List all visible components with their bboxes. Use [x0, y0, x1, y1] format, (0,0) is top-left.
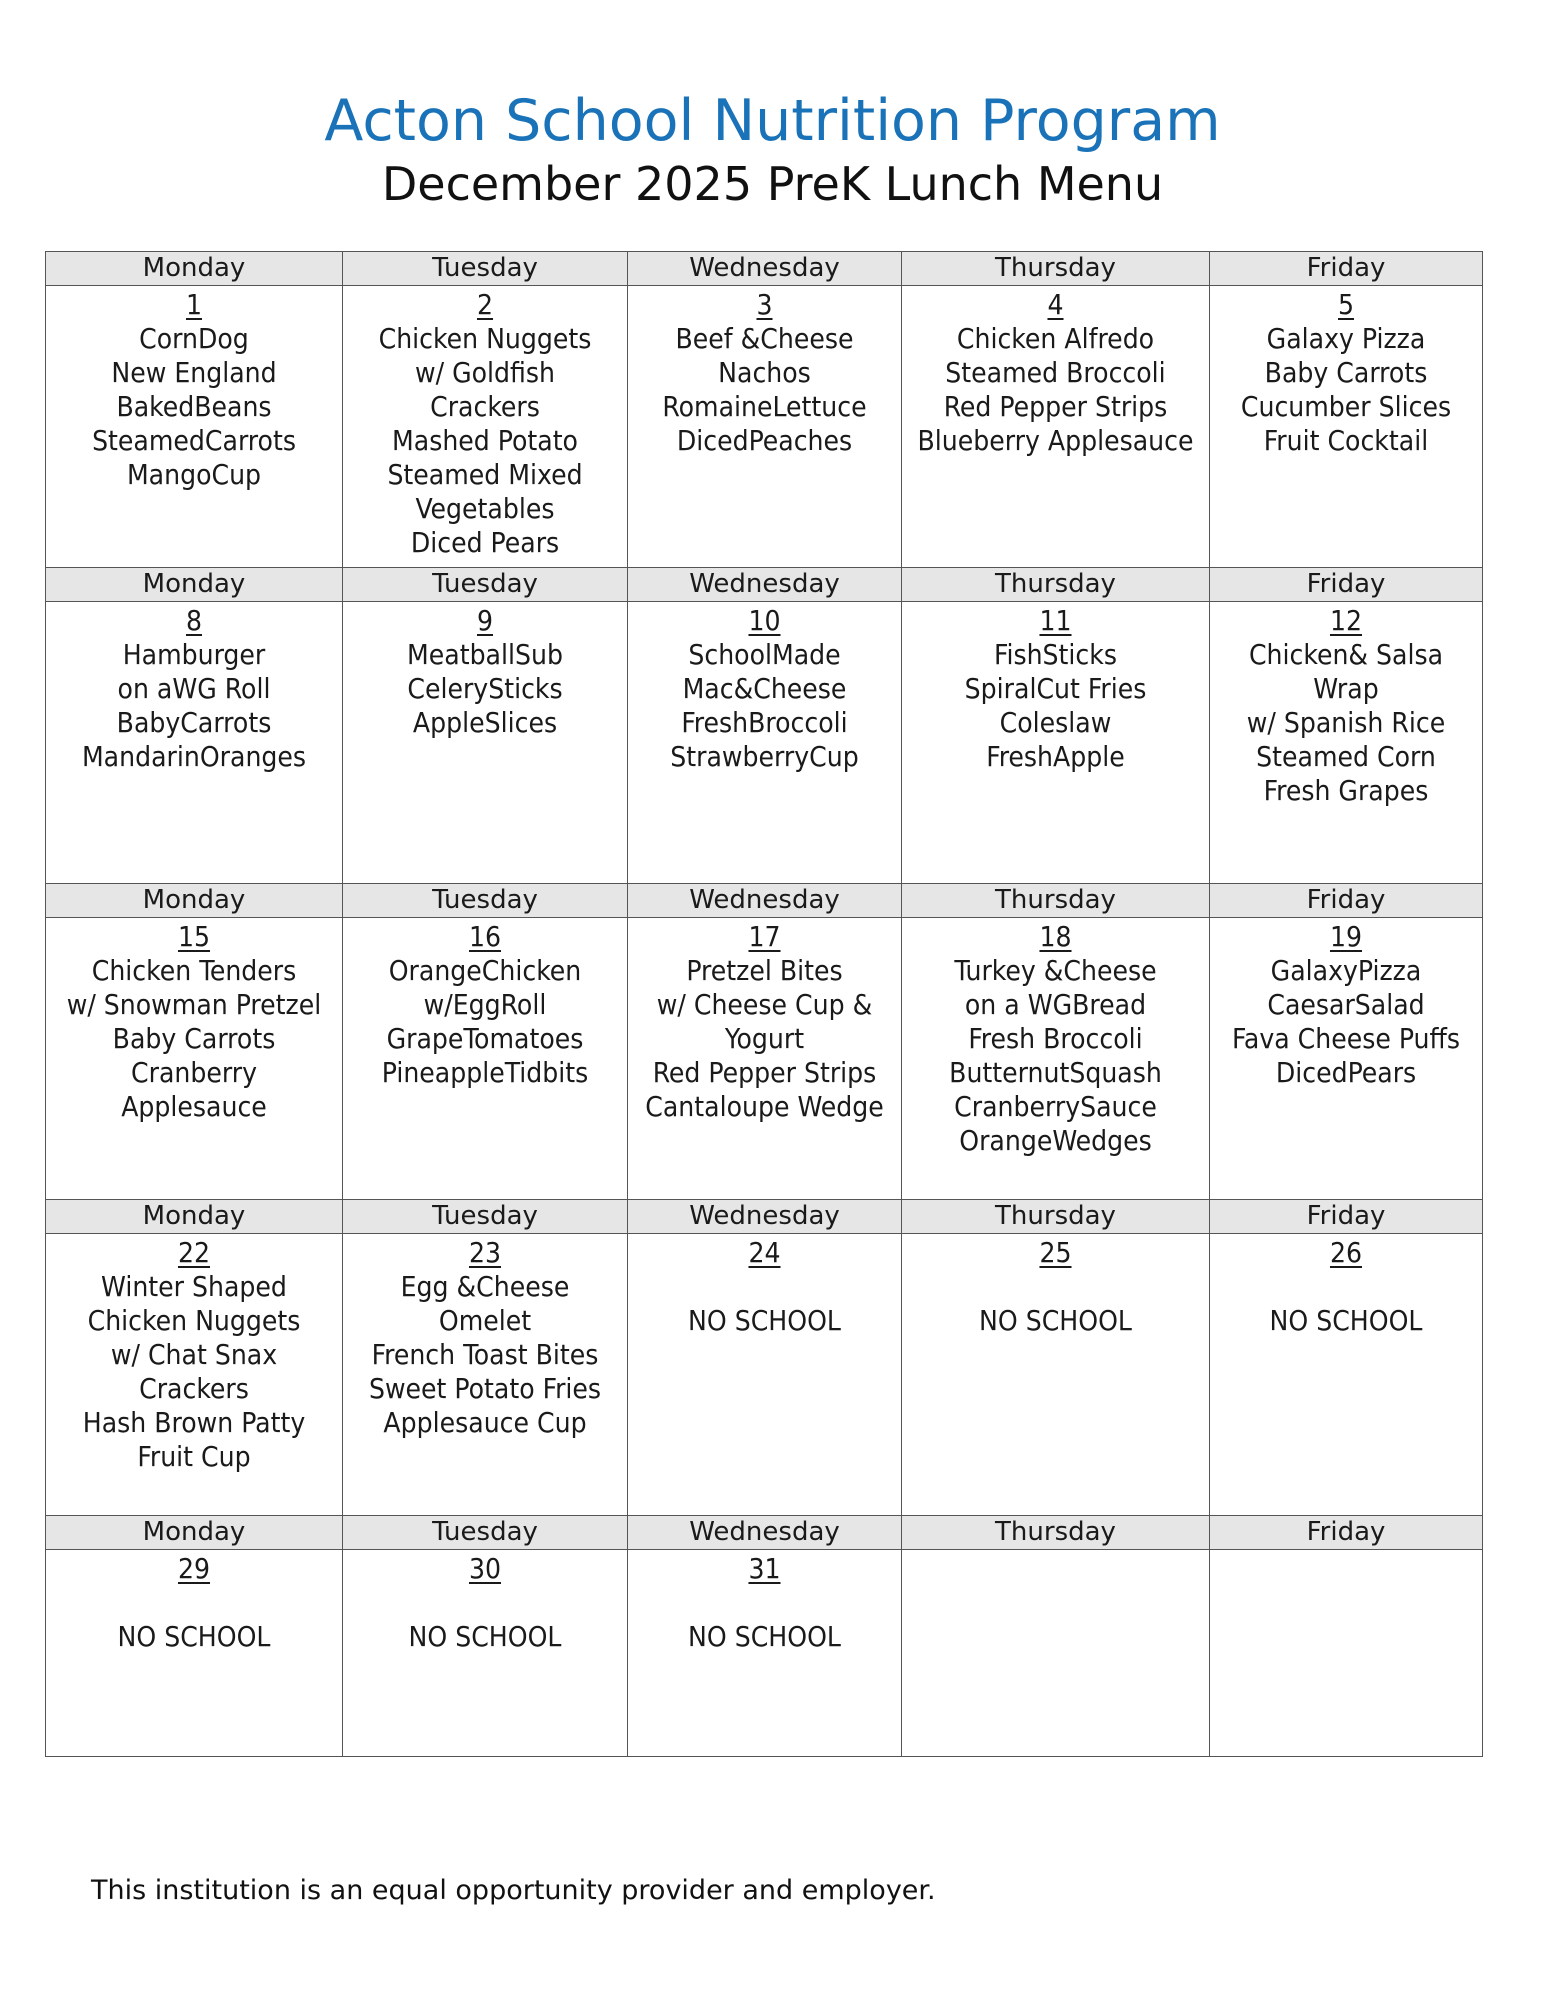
menu-item: Winter Shaped — [101, 1270, 287, 1303]
menu-item: French Toast Bites — [371, 1338, 599, 1371]
menu-item: Crackers — [139, 1372, 249, 1405]
menu-item: Vegetables — [415, 492, 555, 525]
day-number: 19 — [1329, 920, 1363, 953]
day-cell — [902, 286, 1210, 568]
day-number: 18 — [1039, 920, 1072, 953]
menu-item: Cranberry — [131, 1056, 257, 1089]
menu-item: Chicken Nuggets — [378, 322, 592, 355]
day-cell — [1210, 918, 1483, 1200]
menu-item: w/ Cheese Cup & — [656, 988, 873, 1021]
day-number: 9 — [476, 604, 494, 637]
menu-item: FreshApple — [986, 740, 1125, 773]
day-cell — [46, 1234, 343, 1516]
menu-item: Hash Brown Patty — [82, 1406, 306, 1439]
weekday-header-row — [46, 884, 1483, 918]
weekday-header-row — [46, 1516, 1483, 1550]
day-cell — [628, 1550, 902, 1757]
menu-item: w/ Goldfish — [415, 356, 555, 389]
week-row — [46, 918, 1483, 1200]
day-number: 23 — [468, 1236, 502, 1269]
weekday-header: Friday — [1210, 568, 1483, 602]
day-cell — [343, 602, 628, 884]
menu-item: BabyCarrots — [116, 706, 272, 739]
weekday-header: Thursday — [902, 1516, 1210, 1550]
weekday-header: Monday — [46, 1200, 343, 1234]
menu-item: Steamed Broccoli — [945, 356, 1166, 389]
menu-item: Cantaloupe Wedge — [645, 1090, 884, 1123]
menu-item: Applesauce — [121, 1090, 267, 1123]
week-row — [46, 286, 1483, 568]
weekday-header: Thursday — [902, 568, 1210, 602]
day-number: 22 — [177, 1236, 211, 1269]
menu-item: MeatballSub — [407, 638, 563, 671]
menu-item: Diced Pears — [410, 526, 560, 559]
day-cell — [343, 286, 628, 568]
week-row — [46, 1550, 1483, 1757]
day-cell — [343, 1550, 628, 1757]
no-school-note: NO SCHOOL — [1269, 1304, 1423, 1337]
day-number: 29 — [177, 1552, 211, 1585]
menu-item: BakedBeans — [116, 390, 272, 423]
no-school-note: NO SCHOOL — [117, 1620, 271, 1653]
menu-item: SteamedCarrots — [92, 424, 296, 457]
weekday-header: Wednesday — [628, 252, 902, 286]
day-number: 11 — [1039, 604, 1072, 637]
menu-item: on a WGBread — [964, 988, 1147, 1021]
menu-item: OrangeChicken — [388, 954, 582, 987]
menu-item: w/EggRoll — [423, 988, 547, 1021]
day-number: 2 — [476, 288, 494, 321]
menu-item: SpiralCut Fries — [964, 672, 1147, 705]
weekday-header: Monday — [46, 568, 343, 602]
day-cell — [46, 1550, 343, 1757]
day-number: 15 — [177, 920, 211, 953]
day-cell — [46, 602, 343, 884]
menu-item: GrapeTomatoes — [386, 1022, 584, 1055]
weekday-header: Monday — [46, 884, 343, 918]
menu-item: FreshBroccoli — [681, 706, 848, 739]
menu-item: Crackers — [430, 390, 540, 423]
day-cell — [902, 602, 1210, 884]
menu-item: Applesauce Cup — [383, 1406, 587, 1439]
day-number: 16 — [468, 920, 502, 953]
menu-item: Omelet — [438, 1304, 532, 1337]
weekday-header: Tuesday — [343, 252, 628, 286]
day-number: 25 — [1039, 1236, 1072, 1269]
day-cell — [46, 286, 343, 568]
menu-item: Chicken Alfredo — [956, 322, 1155, 355]
menu-item: AppleSlices — [412, 706, 558, 739]
weekday-header: Thursday — [902, 1200, 1210, 1234]
menu-item: DicedPears — [1275, 1056, 1417, 1089]
menu-item: Fresh Grapes — [1263, 774, 1429, 807]
menu-item: Turkey &Cheese — [954, 954, 1157, 987]
day-number: 1 — [185, 288, 203, 321]
menu-item: RomaineLettuce — [662, 390, 867, 423]
menu-item: Fresh Broccoli — [968, 1022, 1143, 1055]
menu-item: w/ Chat Snax — [110, 1338, 278, 1371]
day-number: 8 — [185, 604, 203, 637]
day-cell — [1210, 286, 1483, 568]
day-number: 26 — [1329, 1236, 1363, 1269]
week-row — [46, 1234, 1483, 1516]
day-number: 3 — [756, 288, 773, 321]
menu-item: Red Pepper Strips — [943, 390, 1168, 423]
menu-item: CaesarSalad — [1267, 988, 1425, 1021]
menu-item: Chicken Nuggets — [87, 1304, 301, 1337]
day-cell — [628, 286, 902, 568]
menu-item: Sweet Potato Fries — [368, 1372, 602, 1405]
day-cell — [1210, 1234, 1483, 1516]
menu-item: Galaxy Pizza — [1266, 322, 1426, 355]
menu-item: Mashed Potato — [392, 424, 578, 457]
menu-item: Cucumber Slices — [1240, 390, 1452, 423]
day-cell — [902, 918, 1210, 1200]
weekday-header: Monday — [46, 1516, 343, 1550]
weekday-header-row — [46, 1200, 1483, 1234]
weekday-header: Tuesday — [343, 568, 628, 602]
menu-item: w/ Snowman Pretzel — [66, 988, 322, 1021]
menu-item: CelerySticks — [407, 672, 563, 705]
weekday-header: Thursday — [902, 252, 1210, 286]
menu-item: StrawberryCup — [670, 740, 859, 773]
menu-item: Steamed Mixed — [387, 458, 583, 491]
menu-item: Fruit Cocktail — [1263, 424, 1429, 457]
day-number: 5 — [1337, 288, 1355, 321]
menu-item: ButternutSquash — [949, 1056, 1162, 1089]
weekday-header: Friday — [1210, 1516, 1483, 1550]
menu-item: Mac&Cheese — [682, 672, 847, 705]
day-cell — [1210, 602, 1483, 884]
day-number: 17 — [748, 920, 781, 953]
weekday-header: Thursday — [902, 884, 1210, 918]
lunch-menu-calendar — [45, 251, 1483, 1757]
day-cell — [628, 602, 902, 884]
weekday-header-row — [46, 252, 1483, 286]
menu-item: Fava Cheese Puffs — [1231, 1022, 1461, 1055]
day-number: 4 — [1047, 288, 1064, 321]
no-school-note: NO SCHOOL — [979, 1304, 1132, 1337]
menu-item: SchoolMade — [688, 638, 841, 671]
day-number: 30 — [468, 1552, 502, 1585]
day-cell — [46, 918, 343, 1200]
no-school-note: NO SCHOOL — [408, 1620, 562, 1653]
day-cell — [343, 918, 628, 1200]
menu-subtitle: December 2025 PreK Lunch Menu — [381, 157, 1164, 211]
menu-item: Red Pepper Strips — [652, 1056, 877, 1089]
menu-item: OrangeWedges — [959, 1124, 1152, 1157]
menu-item: CranberrySauce — [954, 1090, 1157, 1123]
day-number: 12 — [1329, 604, 1363, 637]
menu-item: Chicken Tenders — [91, 954, 297, 987]
menu-item: GalaxyPizza — [1270, 954, 1422, 987]
menu-item: Blueberry Applesauce — [917, 424, 1194, 457]
weekday-header: Tuesday — [343, 1200, 628, 1234]
menu-item: CornDog — [139, 322, 249, 355]
no-school-note: NO SCHOOL — [688, 1304, 841, 1337]
page-title: Acton School Nutrition Program — [324, 88, 1221, 154]
menu-item: Pretzel Bites — [686, 954, 843, 987]
day-number: 31 — [748, 1552, 781, 1585]
day-cell — [1210, 1550, 1483, 1757]
day-cell — [628, 1234, 902, 1516]
day-number: 24 — [748, 1236, 781, 1269]
weekday-header-row — [46, 568, 1483, 602]
menu-item: Fruit Cup — [137, 1440, 251, 1473]
weekday-header: Wednesday — [628, 1516, 902, 1550]
weekday-header: Friday — [1210, 1200, 1483, 1234]
day-cell — [343, 1234, 628, 1516]
menu-item: DicedPeaches — [676, 424, 853, 457]
menu-item: Steamed Corn — [1256, 740, 1436, 773]
weekday-header: Tuesday — [343, 884, 628, 918]
weekday-header: Friday — [1210, 252, 1483, 286]
day-number: 10 — [748, 604, 781, 637]
menu-item: FishSticks — [994, 638, 1117, 671]
menu-item: Egg &Cheese — [400, 1270, 570, 1303]
menu-item: on aWG Roll — [117, 672, 271, 705]
menu-item: Hamburger — [122, 638, 266, 671]
weekday-header: Friday — [1210, 884, 1483, 918]
menu-item: PineappleTidbits — [381, 1056, 589, 1089]
menu-item: MandarinOranges — [81, 740, 307, 773]
equal-opportunity-statement: This institution is an equal opportunity provider and employer. — [91, 1875, 936, 1906]
menu-item: Wrap — [1313, 672, 1379, 705]
weekday-header: Wednesday — [628, 1200, 902, 1234]
menu-item: MangoCup — [126, 458, 262, 491]
menu-item: Baby Carrots — [1264, 356, 1428, 389]
day-cell — [628, 918, 902, 1200]
day-cell — [902, 1234, 1210, 1516]
menu-item: Chicken& Salsa — [1248, 638, 1444, 671]
weekday-header: Monday — [46, 252, 343, 286]
menu-item: New England — [111, 356, 277, 389]
menu-item: Yogurt — [724, 1022, 805, 1055]
menu-item: Coleslaw — [999, 706, 1112, 739]
no-school-note: NO SCHOOL — [688, 1620, 841, 1653]
menu-item: w/ Spanish Rice — [1246, 706, 1446, 739]
day-cell — [902, 1550, 1210, 1757]
week-row — [46, 602, 1483, 884]
weekday-header: Wednesday — [628, 884, 902, 918]
menu-item: Beef &Cheese — [675, 322, 854, 355]
weekday-header: Wednesday — [628, 568, 902, 602]
menu-item: Baby Carrots — [112, 1022, 276, 1055]
weekday-header: Tuesday — [343, 1516, 628, 1550]
menu-item: Nachos — [718, 356, 811, 389]
